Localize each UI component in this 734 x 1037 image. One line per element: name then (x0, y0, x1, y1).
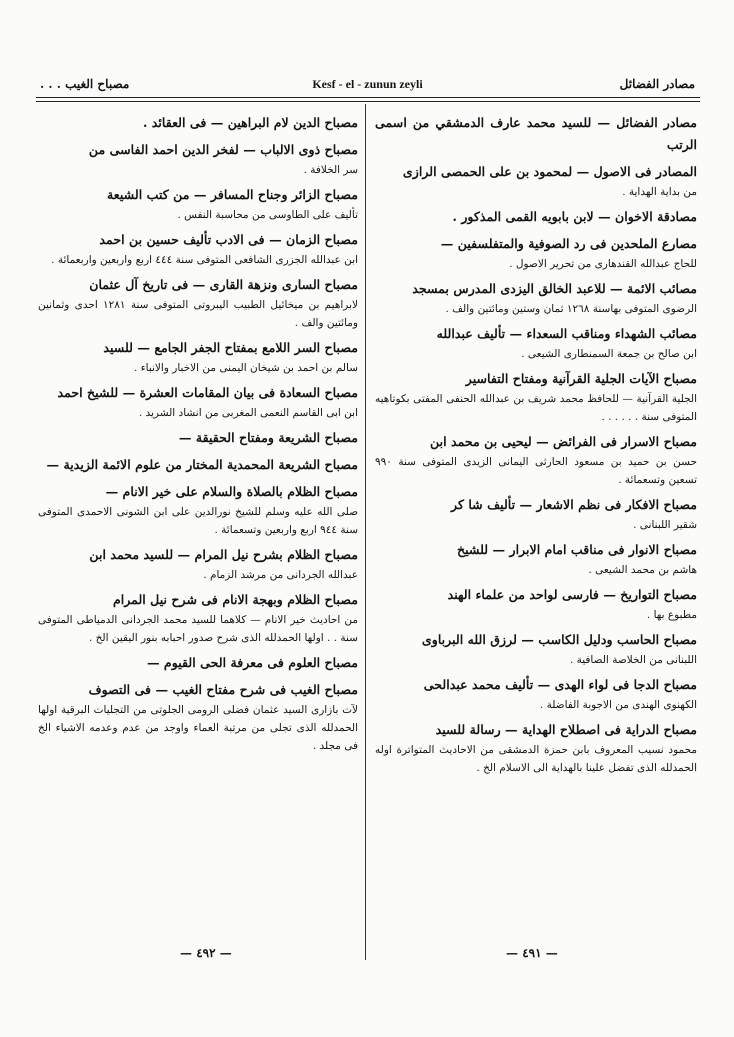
entry-title: مصباح الشريعة ومفتاح الحقيقة — (178, 430, 358, 445)
entry (38, 454, 358, 476)
entry-description: شقير اللبنانى . (633, 519, 697, 531)
entry-description: الكهنوى الهندى من الاجوبة الفاضلة . (539, 699, 697, 711)
entry-title: مصباح الظلام وبهجة الانام فى شرح نيل المرام (112, 592, 358, 607)
entry-description: الرضوى المتوفى بهاسنة ١٢٦٨ ثمان وستين ومائتين والف . (445, 303, 697, 315)
entry (375, 161, 697, 201)
entry (375, 629, 697, 669)
entry-title: مصباح الظلام بشرح نيل المرام — للسيد محمد ابن (89, 547, 358, 562)
entry (375, 584, 697, 624)
entry-description: مطبوع بها . (646, 609, 697, 621)
running-header (40, 74, 695, 96)
entry (38, 589, 358, 647)
entry-title: مصباح السر اللامع بمفتاح الجفر الجامع — للسيد (103, 340, 358, 355)
entry-description: هاشم بن محمد الشيعى . (588, 564, 697, 576)
entry (38, 679, 358, 755)
column-divider (365, 104, 366, 960)
entry-title: مصباح الشريعة المحمدية المختار من علوم الائمة الزيدية — (46, 457, 358, 472)
entry (375, 674, 697, 714)
entry (38, 229, 358, 269)
entry-title: مصباح الانوار فى مناقب امام الابرار — للشيخ (456, 542, 697, 557)
entry (375, 719, 697, 777)
entry-title: مصباح الدراية فى اصطلاح الهداية — رسالة للسيد (435, 722, 697, 737)
entry-title: مصباح الدجا فى لواء الهدى — تأليف محمد عبدالحى (423, 677, 697, 692)
entry-description: اللبنانى من الخلاصة الصافية . (569, 654, 697, 666)
entry (38, 544, 358, 584)
entry (375, 368, 697, 426)
entry (375, 112, 697, 156)
header-rule (36, 97, 700, 98)
entry-title: مصباح العلوم فى معرفة الحى القيوم — (146, 655, 358, 670)
entry-description: لابراهيم بن ميخائيل الطبيب اليبروتى المتوفى سنة ١٢٨١ احدى وثمانين ومائتين والف . (38, 299, 358, 329)
entry-description: سالم بن احمد بن شيخان اليمنى من الاخبار والانباء . (134, 362, 358, 374)
entry (375, 494, 697, 534)
entry-title: مصباح السارى ونزهة القارى — فى تاريخ آل عثمان (89, 277, 358, 292)
entry-title: مصائب الائمة — للاعبد الخالق اليزدى المدرس بمسجد (412, 281, 697, 296)
entry-description: تأليف على الطاوسى من محاسبة النفس . (177, 209, 358, 221)
header-left: مصباح الغيب . . . (40, 77, 130, 91)
entry-description: لآت بازارى السيد عثمان فضلى الرومى الجلوتى من التجليات البرقية اولها الحمدلله الذى تجلى من مرتبة العماء واوجد من عدم وعدمه الاشياء الخ فى مجلد . (38, 704, 358, 752)
entry-title: مصباح الظلام بالصلاة والسلام على خير الانام — (105, 484, 358, 499)
entry-title: المصادر فى الاصول — لمحمود بن على الحمصى الرازى (402, 164, 697, 179)
entry-description: ابن عبدالله الجزرى الشافعى المتوفى سنة ٤٤٤ اربع واربعين واربعمائة . (51, 254, 358, 266)
entry-title: مصباح الزائر وجناح المسافر — من كتب الشيعة (107, 187, 358, 202)
entry-title: مصائب الشهداء ومناقب السعداء — تأليف عبدالله (436, 326, 697, 341)
entry (375, 431, 697, 489)
entry (38, 481, 358, 539)
entry (38, 337, 358, 377)
entry-description: من احاديث خير الانام — كلاهما للسيد محمد الجردانى الدمياطى المتوفى سنة . . اولها الحمدلله الذى شرح صدور احبابه بنور اليقين الخ . (38, 614, 358, 644)
entry (38, 382, 358, 422)
entry (375, 539, 697, 579)
entry (38, 112, 358, 134)
header-right: مصادر الفضائل (619, 77, 695, 91)
entry-title: مصباح الزمان — فى الادب تأليف حسين بن احمد (99, 232, 358, 247)
header-rule (36, 101, 700, 102)
right-column (375, 112, 697, 782)
entry (38, 139, 358, 179)
entry (38, 184, 358, 224)
header-center: Kesf - el - zunun zeyli (312, 77, 423, 91)
page-number-right: — ٤٩١ — (506, 946, 558, 960)
entry-title: مصباح الدين لام البراهين — فى العقائد . (143, 115, 358, 130)
entry-title: مصادر الفضائل — للسيد محمد عارف الدمشقي من اسمى الرتب (375, 115, 697, 152)
entry-title: مصباح الاسرار فى الفرائض — ليحيى بن محمد ابن (430, 434, 697, 449)
entry (375, 278, 697, 318)
entry-title: مصباح الحاسب ودليل الكاسب — لرزق الله البرباوى (421, 632, 697, 647)
entry-description: حسن بن حميد بن مسعود الحارثى اليمانى الزيدى المتوفى سنة ٩٩٠ تسعين وتسعمائة . (375, 456, 697, 486)
entry-title: مصباح الغيب فى شرح مفتاح الغيب — فى التصوف (88, 682, 358, 697)
entry-description: للحاج عبدالله القندهارى من تحرير الاصول . (509, 258, 697, 270)
entry (375, 206, 697, 228)
entry (38, 652, 358, 674)
entry-description: ابن صالح بن جمعة السمنطارى الشيعى . (521, 348, 697, 360)
entry (38, 274, 358, 332)
entry-description: ابن ابى القاسم النعمى المغربى من انشاد الشريد . (138, 407, 358, 419)
left-column (38, 112, 358, 760)
entry-description: سر الخلافة . (303, 164, 358, 176)
entry (38, 427, 358, 449)
entry-title: مصباح الآيات الجلية القرآنية ومفتاح التفاسير (465, 371, 697, 386)
entry-description: عبدالله الجردانى من مرشد الزمام . (203, 569, 358, 581)
entry (375, 233, 697, 273)
entry-description: محمود نسيب المعروف بابن حمزة الدمشقى من الاحاديث المتواترة اوله الحمدلله الذى تفضل علينا بالهداية الى الاسلام الخ . (375, 744, 697, 774)
entry-title: مصباح السعادة فى بيان المقامات العشرة — للشيخ احمد (57, 385, 358, 400)
entry-description: من بداية الهداية . (622, 186, 697, 198)
entry-description: الجلية القرآنية — للحافظ محمد شريف بن عبدالله الحنفى المفتى بكوتاهيه المتوفى سنة . . . . . . (375, 393, 697, 423)
page-number-left: — ٤٩٢ — (180, 946, 232, 960)
entry-title: مصباح ذوى الالباب — لفخر الدين احمد الفاسى من (88, 142, 358, 157)
entry-description: صلى الله عليه وسلم للشيخ نورالدين على ابن الشونى الاحمدى المتوفى سنة ٩٤٤ اربع واربعين وتسعمائة . (38, 506, 358, 536)
entry-title: مصباح الافكار فى نظم الاشعار — تأليف شا كر (451, 497, 697, 512)
entry-title: مصباح التواريخ — فارسى لواحد من علماء الهند (447, 587, 697, 602)
entry (375, 323, 697, 363)
entry-title: مصارع الملحدين فى رد الصوفية والمتفلسفين — (440, 236, 697, 251)
entry-title: مصادقة الاخوان — لابن بابويه القمى المذكور . (452, 209, 697, 224)
